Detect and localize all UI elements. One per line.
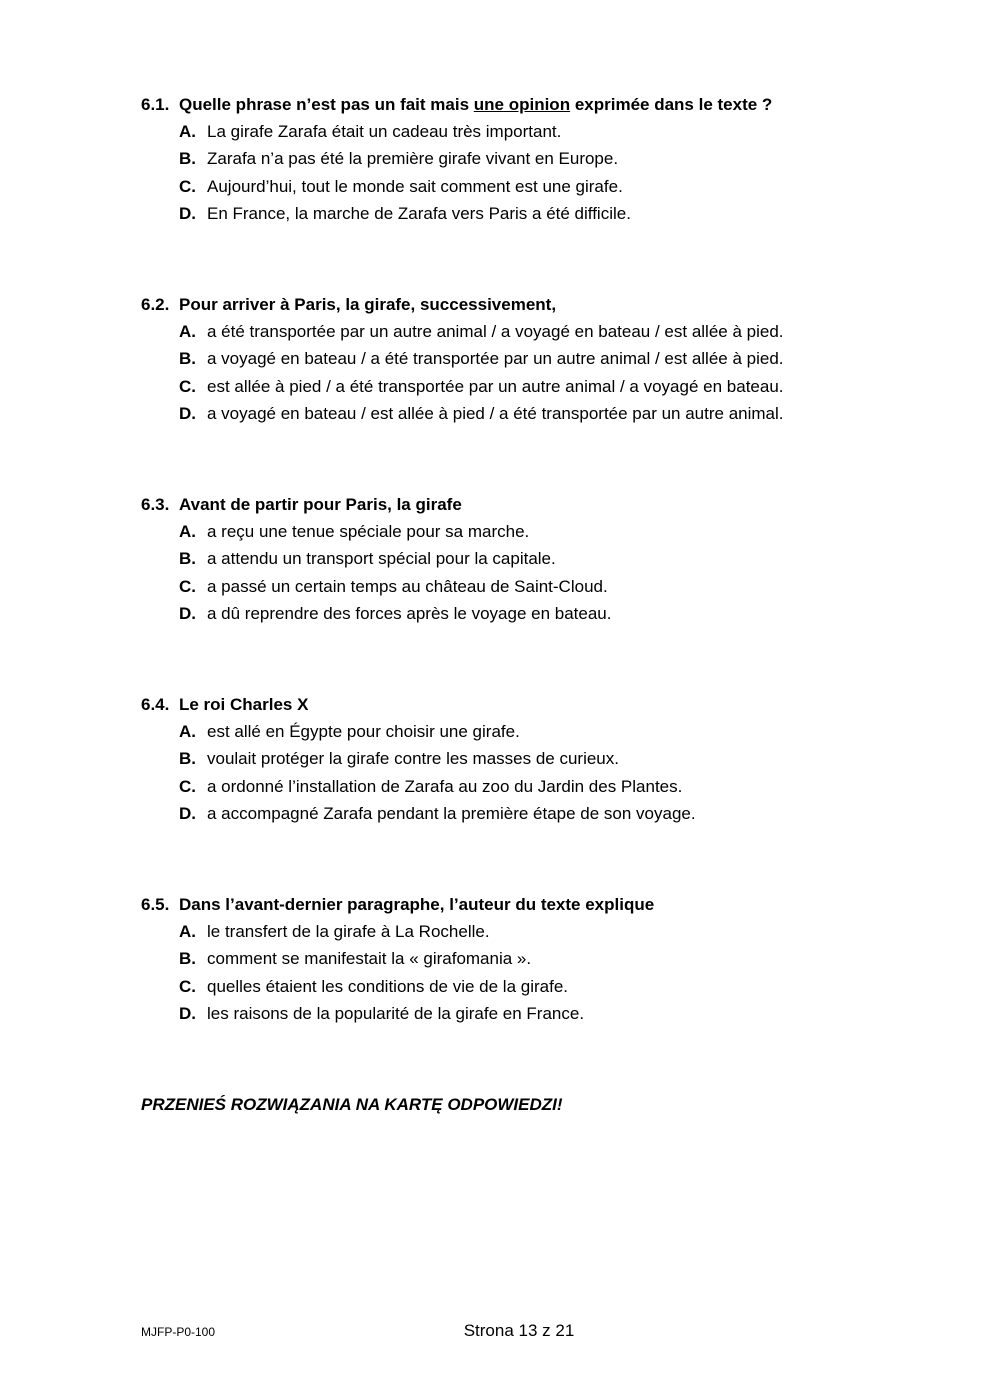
page-number: Strona 13 z 21 xyxy=(463,1321,575,1340)
option-b: B. Zarafa n’a pas été la première girafe vivant en Europe. xyxy=(179,149,619,169)
exam-code: MJFP-P0-100 xyxy=(141,1325,216,1339)
question-6-5 xyxy=(141,891,861,1028)
option-a: A. le transfert de la girafe à La Rochelle. xyxy=(179,922,490,941)
option-c: C. a passé un certain temps au château de Saint-Cloud. xyxy=(179,576,608,596)
option-a: A. est allé en Égypte pour choisir une girafe. xyxy=(179,722,520,741)
underlined-phrase: une opinion xyxy=(473,95,571,114)
option-b: B. comment se manifestait la « girafomania ». xyxy=(179,949,532,969)
question-6-3 xyxy=(141,491,861,628)
question-6-2 xyxy=(141,291,861,428)
option-c: C. est allée à pied / a été transportée par un autre animal / a voyagé en bateau. xyxy=(179,376,784,396)
question-stem xyxy=(141,691,861,718)
option-d: D. En France, la marche de Zarafa vers Paris a été difficile. xyxy=(179,204,631,224)
transfer-answers-notice: PRZENIEŚ ROZWIĄZANIA NA KARTĘ ODPOWIEDZI! xyxy=(141,1095,563,1114)
question-text: Le roi Charles X xyxy=(179,695,309,714)
question-number: 6.1. xyxy=(141,95,170,114)
question-stem xyxy=(141,491,861,518)
question-number: 6.3. xyxy=(141,495,170,514)
question-stem xyxy=(141,891,861,918)
option-c: C. quelles étaient les conditions de vie de la girafe. xyxy=(179,976,569,996)
option-d: D. a accompagné Zarafa pendant la première étape de son voyage. xyxy=(179,804,696,824)
option-c: C. a ordonné l’installation de Zarafa au zoo du Jardin des Plantes. xyxy=(179,776,683,796)
option-a: A. La girafe Zarafa était un cadeau très important. xyxy=(179,122,562,141)
question-6-1 xyxy=(141,91,861,228)
option-a: A. a reçu une tenue spéciale pour sa marche. xyxy=(179,522,530,541)
option-c: C. Aujourd’hui, tout le monde sait comment est une girafe. xyxy=(179,176,623,196)
question-number: 6.4. xyxy=(141,695,170,714)
question-stem xyxy=(141,91,861,118)
option-a: A. a été transportée par un autre animal / a voyagé en bateau / est allée à pied. xyxy=(179,322,784,341)
question-stem xyxy=(141,291,861,318)
option-b: B. a voyagé en bateau / a été transportée par un autre animal / est allée à pied. xyxy=(179,349,784,369)
question-6-4 xyxy=(141,691,861,828)
question-number: 6.5. xyxy=(141,895,170,914)
option-d: D. les raisons de la popularité de la girafe en France. xyxy=(179,1004,585,1024)
question-text: Dans l’avant-dernier paragraphe, l’auteur du texte explique xyxy=(179,895,655,914)
question-text: Avant de partir pour Paris, la girafe xyxy=(179,495,462,514)
question-text: Pour arriver à Paris, la girafe, successivement, xyxy=(179,295,557,314)
option-b: B. a attendu un transport spécial pour la capitale. xyxy=(179,549,556,569)
option-d: D. a dû reprendre des forces après le voyage en bateau. xyxy=(179,604,612,624)
question-text: Quelle phrase n’est pas un fait mais une opinion exprimée dans le texte ? xyxy=(179,95,773,114)
question-number: 6.2. xyxy=(141,295,170,314)
option-b: B. voulait protéger la girafe contre les masses de curieux. xyxy=(179,749,619,769)
option-d: D. a voyagé en bateau / est allée à pied / a été transportée par un autre animal. xyxy=(179,404,784,424)
